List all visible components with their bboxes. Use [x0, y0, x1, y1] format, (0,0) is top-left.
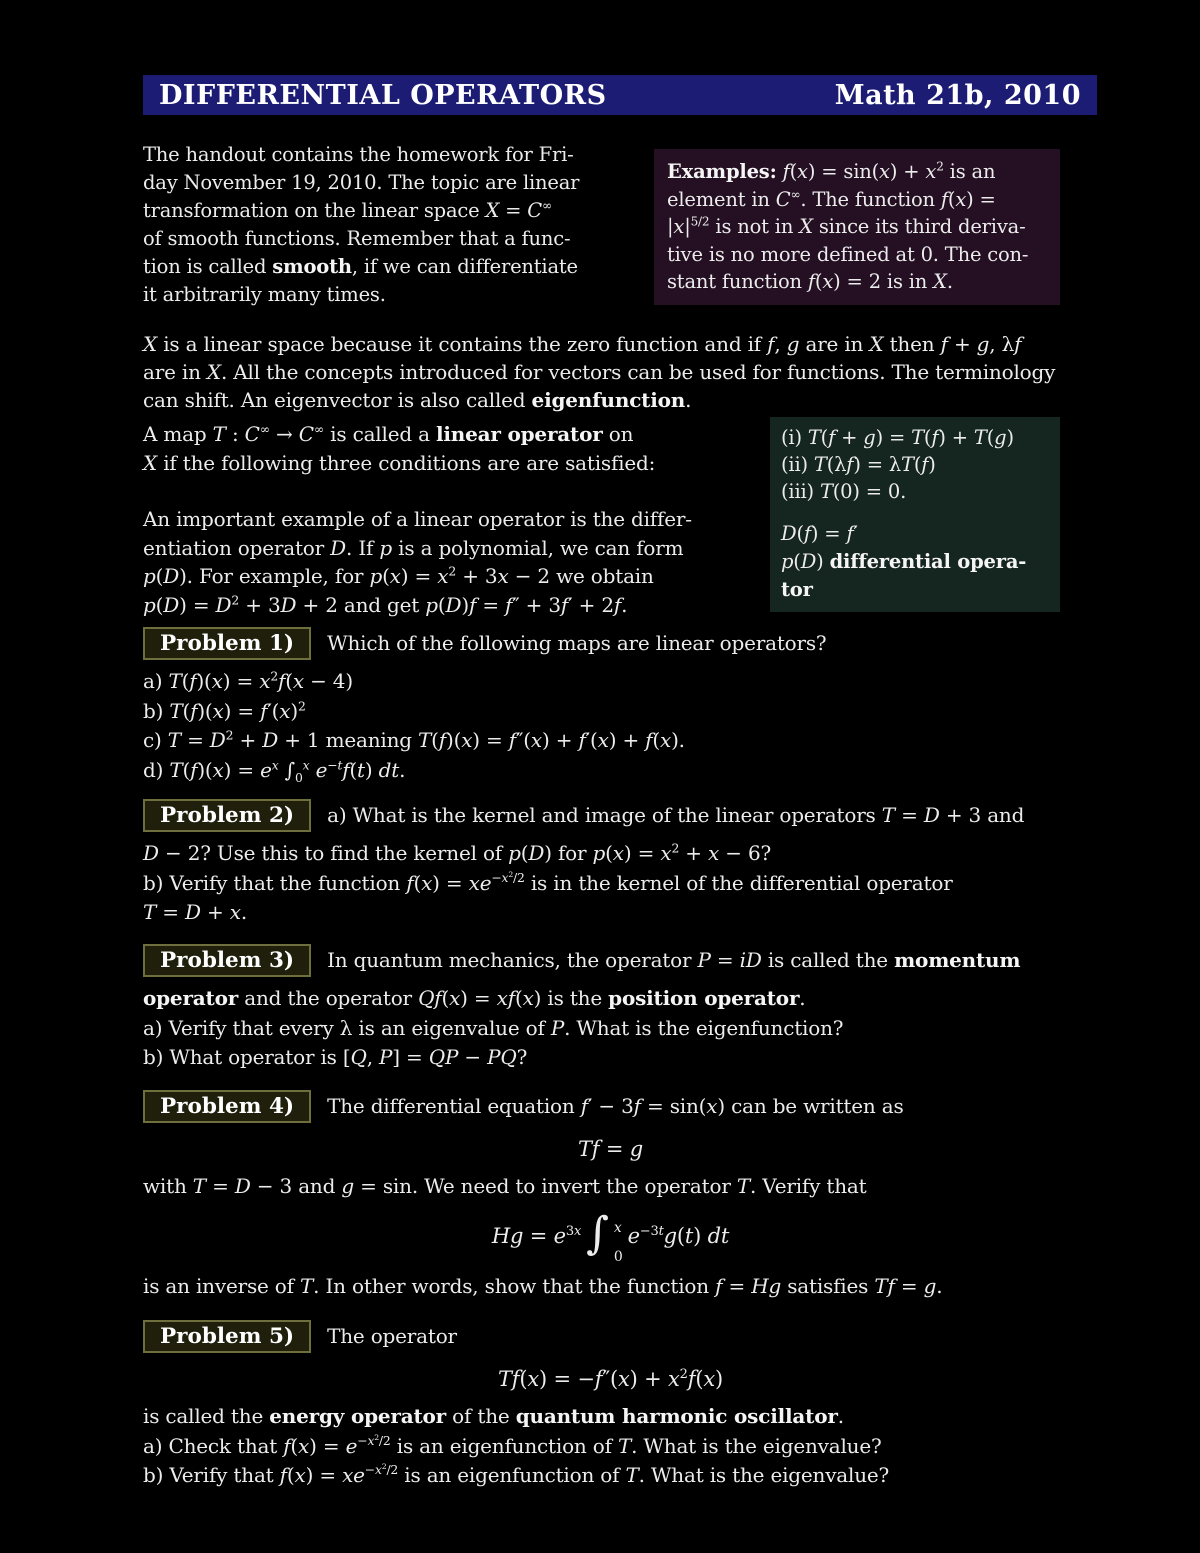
condition-line: (ii) T(λf) = λT(f) [781, 453, 936, 476]
problem-1-label: Problem 1) [143, 627, 311, 660]
examples-line: $|x|^{5/2}$ is not in X since its third deriva- [667, 214, 1026, 238]
problem-1-item-b: b) $T(f)(x) = f'(x)^2$ [143, 697, 306, 723]
problem-2-line: T = D + x. [143, 900, 247, 924]
problem-3-label: Problem 3) [143, 944, 311, 977]
problem-5-first-line: The operator [327, 1323, 457, 1348]
intro-line: day November 19, 2010. The topic are linear [143, 171, 580, 194]
condition-line: (i) T(f + g) = T(f) + T(g) [781, 426, 1014, 449]
integral-upper-limit: x [613, 1219, 622, 1236]
intro-line: tion is called smooth, if we can differentiate [143, 255, 578, 278]
problem-3 [143, 944, 1078, 1073]
problem-2-label: Problem 2) [143, 799, 311, 832]
problem-5-line: b) Verify that $f(x) = xe^{-x^2/2}$ is an eigenfunction of T. What is the eigenvalue? [143, 1462, 890, 1487]
problem-4 [143, 1090, 1078, 1301]
paragraph-line: can shift. An eigenvector is also called eigenfunction. [143, 388, 692, 412]
intro-line: it arbitrarily many times. [143, 283, 386, 306]
problem-4-first-line: The differential equation f′ − 3f = sin(x) can be written as [327, 1093, 904, 1118]
problem-5 [143, 1320, 1078, 1491]
problem-3-first-line: In quantum mechanics, the operator P = iD is called the momentum [327, 947, 1021, 972]
problem-4-equation-tf-g: Tf = g [578, 1137, 643, 1161]
diff-operator-line: p(D). For example, for $p(x) = x^2 + 3x - 2$ we obtain [143, 563, 654, 588]
page-title: DIFFERENTIAL OPERATORS [159, 79, 607, 111]
problem-2-line: b) Verify that the function $f(x) = xe^{-x^2/2}$ is in the kernel of the differential operator [143, 869, 953, 895]
problem-5-line: a) Check that $f(x) = e^{-x^2/2}$ is an eigenfunction of T. What is the eigenvalue? [143, 1432, 882, 1458]
diff-operator-line: entiation operator D. If p is a polynomial, we can form [143, 535, 684, 560]
problem-1-header [143, 627, 1078, 660]
linear-operator-line: X if the following three conditions are are satisfied: [143, 451, 656, 475]
problem-3-line: operator and the operator Qf(x) = xf(x) is the position operator. [143, 986, 806, 1010]
problem-5-header [143, 1320, 1078, 1353]
intro-line: transformation on the linear space X = C∞ [143, 198, 552, 222]
problem-2-header [143, 799, 1078, 832]
problem-4-label: Problem 4) [143, 1090, 311, 1123]
problem-1-item-a: a) $T(f)(x) = x^2f(x - 4)$ [143, 668, 353, 693]
paragraph-line: are in X. All the concepts introduced for vectors can be used for functions. The terminology [143, 360, 1056, 384]
linear-operator-line: A map T : C∞ → C∞ is called a linear operator on [143, 421, 634, 446]
differential-operator-box [770, 512, 1060, 612]
problem-2-first-line: a) What is the kernel and image of the linear operators T = D + 3 and [327, 802, 1025, 827]
course-label: Math 21b, 2010 [834, 79, 1081, 111]
equation-lhs: $Hg = e^{3x}$ [491, 1224, 582, 1248]
condition-line: (iii) T(0) = 0. [781, 480, 907, 503]
problem-3-line: a) Verify that every λ is an eigenvalue of P. What is the eigenfunction? [143, 1015, 844, 1040]
problem-4-line: is an inverse of T. In other words, show that the function f = Hg satisfies Tf = g. [143, 1273, 943, 1298]
intro-line: of smooth functions. Remember that a func- [143, 227, 571, 250]
problem-5-equation: $Tf(x) = -f''(x) + x^2f(x)$ [498, 1367, 723, 1391]
diff-box-line: tor [781, 578, 813, 601]
diff-operator-line: An important example of a linear operator is the differ- [143, 507, 692, 531]
integral-limits [613, 1214, 623, 1265]
examples-box [654, 149, 1060, 305]
title-banner [143, 75, 1097, 115]
intro-line: The handout contains the homework for Fri- [143, 143, 574, 166]
examples-line: tive is no more defined at 0. The con- [667, 242, 1029, 266]
equation-rhs: $e^{-3t}g(t)$ dt [627, 1224, 730, 1248]
differential-operator-text [143, 505, 768, 619]
problem-5-label: Problem 5) [143, 1320, 311, 1353]
problem-5-line: is called the energy operator of the quantum harmonic oscillator. [143, 1404, 844, 1428]
problem-3-header [143, 944, 1078, 977]
examples-line: Examples: $f(x) = \sin(x) + x^2$ is an [667, 159, 996, 183]
problem-3-line: b) What operator is [Q, P] = QP − PQ? [143, 1045, 528, 1069]
diff-box-line: p(D) differential opera- [781, 550, 1027, 573]
linearity-conditions-box [770, 417, 1060, 512]
problem-1 [143, 627, 1078, 785]
problem-1-item-c: c) $T = D^2 + D + 1$ meaning T(f)(x) = f″(x) + f′(x) + f(x). [143, 727, 685, 752]
linear-space-paragraph [143, 330, 1078, 414]
problem-4-header [143, 1090, 1078, 1123]
integral-icon: ∫ [586, 1207, 609, 1259]
linear-operator-text [143, 420, 763, 478]
examples-line: element in C∞. The function f(x) = [667, 187, 996, 211]
problem-1-item-d: d) $T(f)(x) = e^x$ $\int_0^x$ $e^{-t}f(t)$ dt. [143, 756, 406, 785]
problem-1-question: Which of the following maps are linear operators? [327, 630, 827, 655]
diff-box-line: D(f) = f′ [781, 522, 858, 545]
problem-2 [143, 799, 1078, 928]
problem-4-equation-hg [143, 1208, 1078, 1266]
diff-operator-line: $p(D) = D^2 + 3D + 2$ and get p(D)f = f″ + 3f′ + 2f. [143, 591, 628, 617]
problem-2-line: D − 2? Use this to find the kernel of p(D) for $p(x) = x^2 + x - 6$? [143, 840, 772, 865]
paragraph-line: X is a linear space because it contains the zero function and if f, g are in X then f + g, λf [143, 332, 1022, 356]
intro-paragraph [143, 141, 618, 309]
problem-4-line: with T = D − 3 and g = sin. We need to invert the operator T. Verify that [143, 1174, 867, 1198]
integral-lower-limit: 0 [613, 1248, 623, 1265]
examples-line: stant function f(x) = 2 is in X. [667, 270, 953, 293]
